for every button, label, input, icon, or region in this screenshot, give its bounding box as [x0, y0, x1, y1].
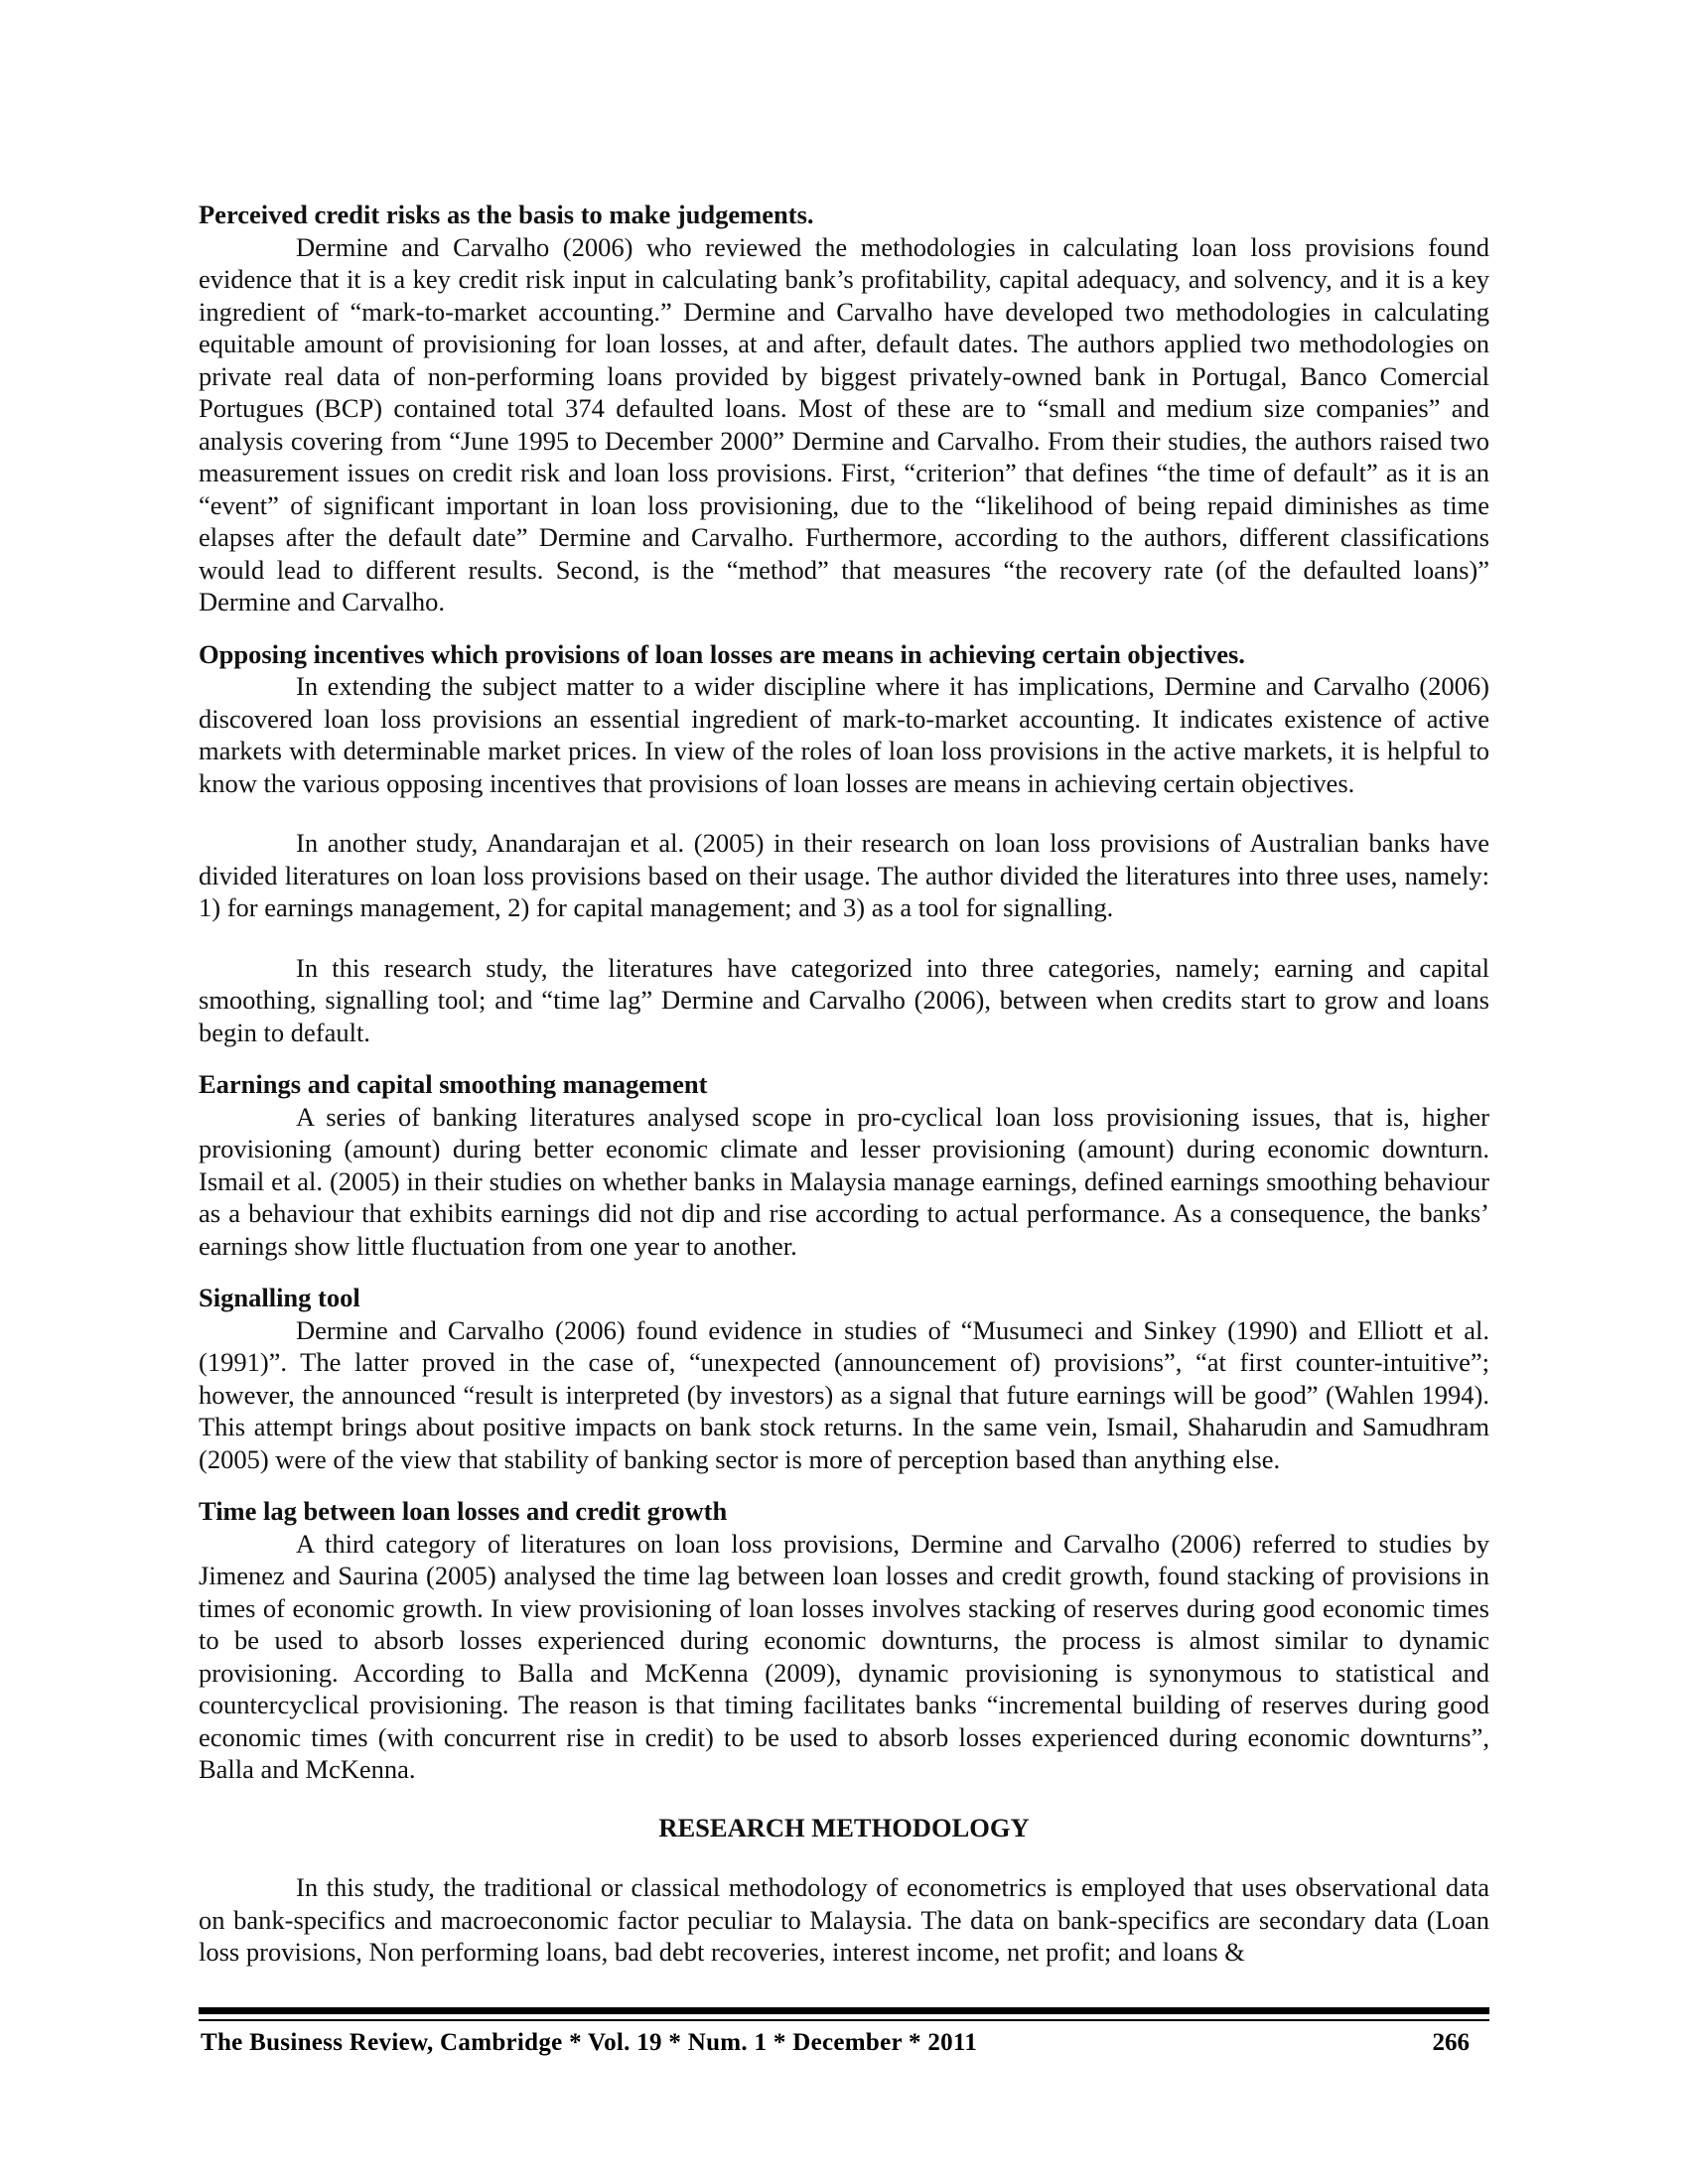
section-opposing-incentives [199, 638, 1489, 1049]
section-signalling-tool [199, 1282, 1489, 1475]
methodology-paragraph: In this study, the traditional or classical methodology of econometrics is employed that uses observational data on bank-specifics and macroeconomic factor peculiar to Malaysia. The data on bank-specifics are secondary data (Loan loss provisions, Non performing loans, bad debt recoveries, interest income, net profit; and loans & [199, 1872, 1489, 1967]
section-heading: Opposing incentives which provisions of loan losses are means in achieving certain objectives. [199, 638, 1245, 669]
section-earnings-smoothing [199, 1068, 1489, 1262]
body-paragraph: In this research study, the literatures have categorized into three categories, namely; earning and capital smoothing, signalling tool; and “time lag” Dermine and Carvalho (2006), between when credits start to grow and loans begin to default. [199, 952, 1489, 1047]
section-heading: Time lag between loan losses and credit growth [199, 1496, 728, 1526]
footer-rule-thin [199, 2019, 1489, 2021]
section-perceived-credit-risks [199, 199, 1489, 618]
section-time-lag [199, 1495, 1489, 1786]
section-heading: Signalling tool [199, 1283, 360, 1312]
body-paragraph: Dermine and Carvalho (2006) found evidence in studies of “Musumeci and Sinkey (1990) and Elliott et al. (1991)”. The latter proved in the case of, “unexpected (announcement of) provisions”, “at first counter-intuitive”; however, the announced “result is interpreted (by investors) as a signal that future earnings will be good” (Wahlen 1994). This attempt brings about positive impacts on bank stock returns. In the same vein, Ismail, Shaharudin and Samudhram (2005) were of the view that stability of banking sector is more of perception based than anything else. [199, 1314, 1489, 1474]
page-number: 266 [1432, 2029, 1470, 2056]
page-footer [199, 2029, 1489, 2069]
section-heading: Perceived credit risks as the basis to make judgements. [199, 200, 814, 229]
journal-citation: The Business Review, Cambridge * Vol. 19 * Num. 1 * December * 2011 [201, 2029, 978, 2056]
section-heading: Earnings and capital smoothing management [199, 1069, 708, 1099]
body-paragraph: In another study, Anandarajan et al. (2005) in their research on loan loss provisions of Australian banks have divided literatures on loan loss provisions based on their usage. The author divided the literatures into three uses, namely: 1) for earnings management, 2) for capital management; and 3) as a tool for signalling. [199, 828, 1489, 922]
footer-rule-thick [199, 2007, 1489, 2014]
methodology-heading: RESEARCH METHODOLOGY [658, 1812, 1030, 1843]
body-paragraph: A series of banking literatures analysed scope in pro-cyclical loan loss provisioning issues, that is, higher provisioning (amount) during better economic climate and lesser provisioning (amount) during economic downturn. Ismail et al. (2005) in their studies on whether banks in Malaysia manage earnings, defined earnings smoothing behaviour as a behaviour that exhibits earnings did not dip and rise according to actual performance. As a consequence, the banks’ earnings show little fluctuation from one year to another. [199, 1101, 1489, 1261]
body-paragraph: A third category of literatures on loan loss provisions, Dermine and Carvalho (2006) referred to studies by Jimenez and Saurina (2005) analysed the time lag between loan losses and credit growth, found stacking of provisions in times of economic growth. In view provisioning of loan losses involves stacking of reserves during good economic times to be used to absorb losses experienced during economic downturns, the process is almost similar to dynamic provisioning. According to Balla and McKenna (2009), dynamic provisioning is synonymous to statistical and countercyclical provisioning. The reason is that timing facilitates banks “incremental building of reserves during good economic times (with concurrent rise in credit) to be used to absorb losses experienced during economic downturns”, Balla and McKenna. [199, 1528, 1489, 1784]
body-paragraph: In extending the subject matter to a wider discipline where it has implications, Dermine and Carvalho (2006) discovered loan loss provisions an essential ingredient of mark-to-market accounting. It indicates existence of active markets with determinable market prices. In view of the roles of loan loss provisions in the active markets, it is helpful to know the various opposing incentives that provisions of loan losses are means in achieving certain objectives. [199, 671, 1489, 798]
body-paragraph: Dermine and Carvalho (2006) who reviewed the methodologies in calculating loan loss provisions found evidence that it is a key credit risk input in calculating bank’s profitability, capital adequacy, and solvency, and it is a key ingredient of “mark-to-market accounting.” Dermine and Carvalho have developed two methodologies in calculating equitable amount of provisioning for loan losses, at and after, default dates. The authors applied two methodologies on private real data of non-performing loans provided by biggest privately-owned bank in Portugal, Banco Comercial Portugues (BCP) contained total 374 defaulted loans. Most of these are to “small and medium size companies” and analysis covering from “June 1995 to December 2000” Dermine and Carvalho. From their studies, the authors raised two measurement issues on credit risk and loan loss provisions. First, “criterion” that defines “the time of default” as it is an “event” of significant important in loan loss provisioning, due to the “likelihood of being repaid diminishes as time elapses after the default date” Dermine and Carvalho. Furthermore, according to the authors, different classifications would lead to different results. Second, is the “method” that measures “the recovery rate (of the defaulted loans)” Dermine and Carvalho. [199, 231, 1489, 616]
page-body [199, 199, 1489, 1969]
